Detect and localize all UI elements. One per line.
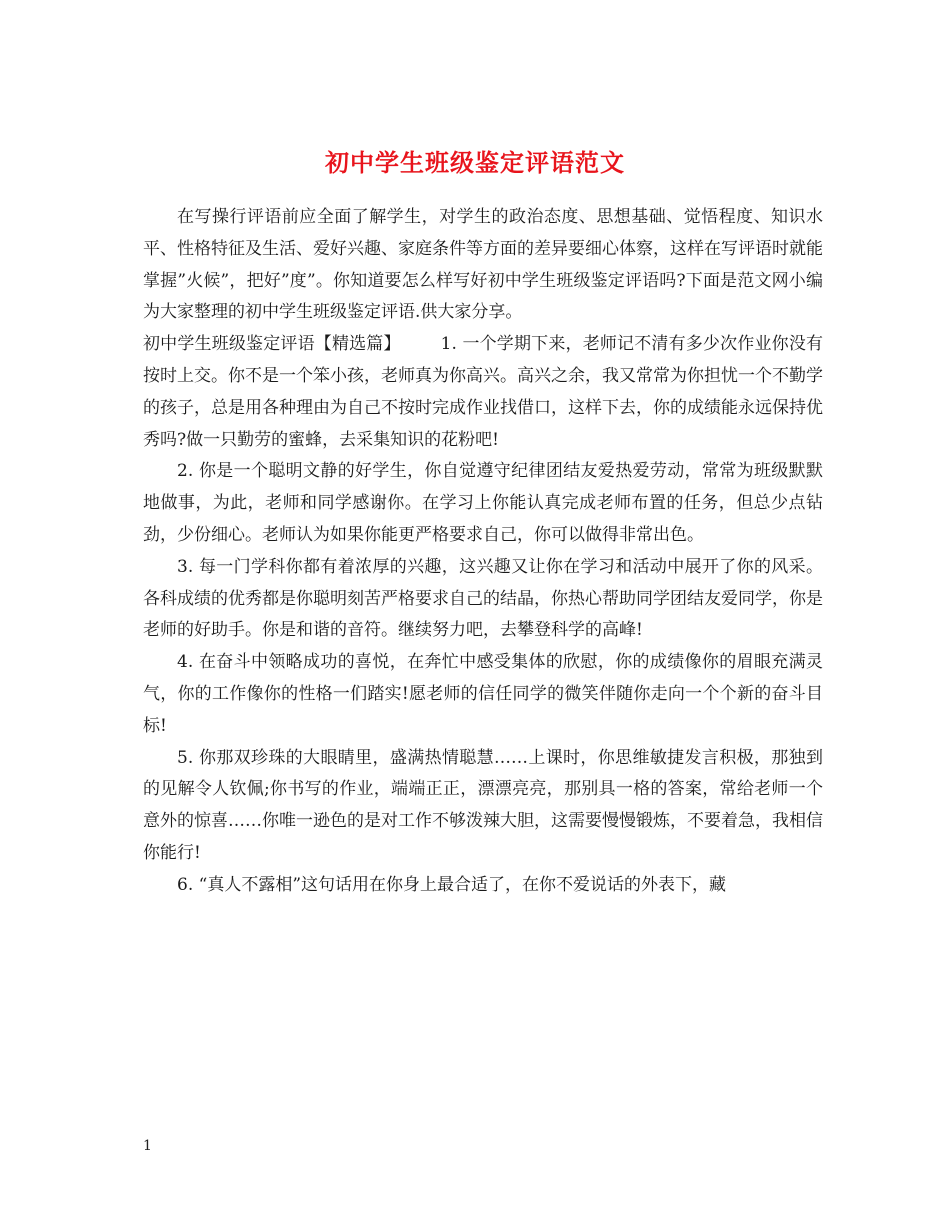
section-heading-paragraph — [143, 329, 823, 456]
comment-item-1: 1. 一个学期下来，老师记不清有多少次作业你没有按时上交。你不是一个笨小孩，老师真为你高兴。高兴之余，我又常常为你担忧一个不勤学的孩子，总是用各种理由为自己不按时完成作业找借口，这样下去，你的成绩能永远保持优秀吗?做一只勤劳的蜜蜂，去采集知识的花粉吧! — [143, 334, 823, 450]
comment-item-5: 5. 你那双珍珠的大眼睛里，盛满热情聪慧……上课时，你思维敏捷发言积极，那独到的见解令人钦佩;你书写的作业，端端正正，漂漂亮亮，那别具一格的答案，常给老师一个意外的惊喜……你唯一逊色的是对工作不够泼辣大胆，这需要慢慢锻炼，不要着急，我相信你能行! — [143, 747, 823, 863]
section-heading: 初中学生班级鉴定评语【精选篇】 — [143, 334, 401, 355]
document-body — [143, 202, 823, 902]
page-number: 1 — [143, 1138, 152, 1154]
comment-item-2: 2. 你是一个聪明文静的好学生，你自觉遵守纪律团结友爱热爱劳动，常常为班级默默地做事，为此，老师和同学感谢你。在学习上你能认真完成老师布置的任务，但总少点钻劲，少份细心。老师认为如果你能更严格要求自己，你可以做得非常出色。 — [143, 461, 823, 545]
comment-item-4: 4. 在奋斗中领略成功的喜悦，在奔忙中感受集体的欣慰，你的成绩像你的眉眼充满灵气，你的工作像你的性格一们踏实!愿老师的信任同学的微笑伴随你走向一个个新的奋斗目标! — [143, 652, 823, 736]
document-title: 初中学生班级鉴定评语范文 — [325, 148, 625, 178]
comment-item-3: 3. 每一门学科你都有着浓厚的兴趣，这兴趣又让你在学习和活动中展开了你的风采。各科成绩的优秀都是你聪明刻苦严格要求自己的结晶，你热心帮助同学团结友爱同学，你是老师的好助手。你是和谐的音符。继续努力吧，去攀登科学的高峰! — [143, 556, 823, 641]
intro-paragraph: 在写操行评语前应全面了解学生，对学生的政治态度、思想基础、觉悟程度、知识水平、性格特征及生活、爱好兴趣、家庭条件等方面的差异要细心体察，这样在写评语时就能掌握”火候”，把好”度”。你知道要怎么样写好初中学生班级鉴定评语吗?下面是范文网小编为大家整理的初中学生班级鉴定评语.供大家分享。 — [143, 207, 823, 323]
comment-item-6: 6. “真人不露相”这句话用在你身上最合适了，在你不爱说话的外表下，藏 — [177, 874, 727, 895]
